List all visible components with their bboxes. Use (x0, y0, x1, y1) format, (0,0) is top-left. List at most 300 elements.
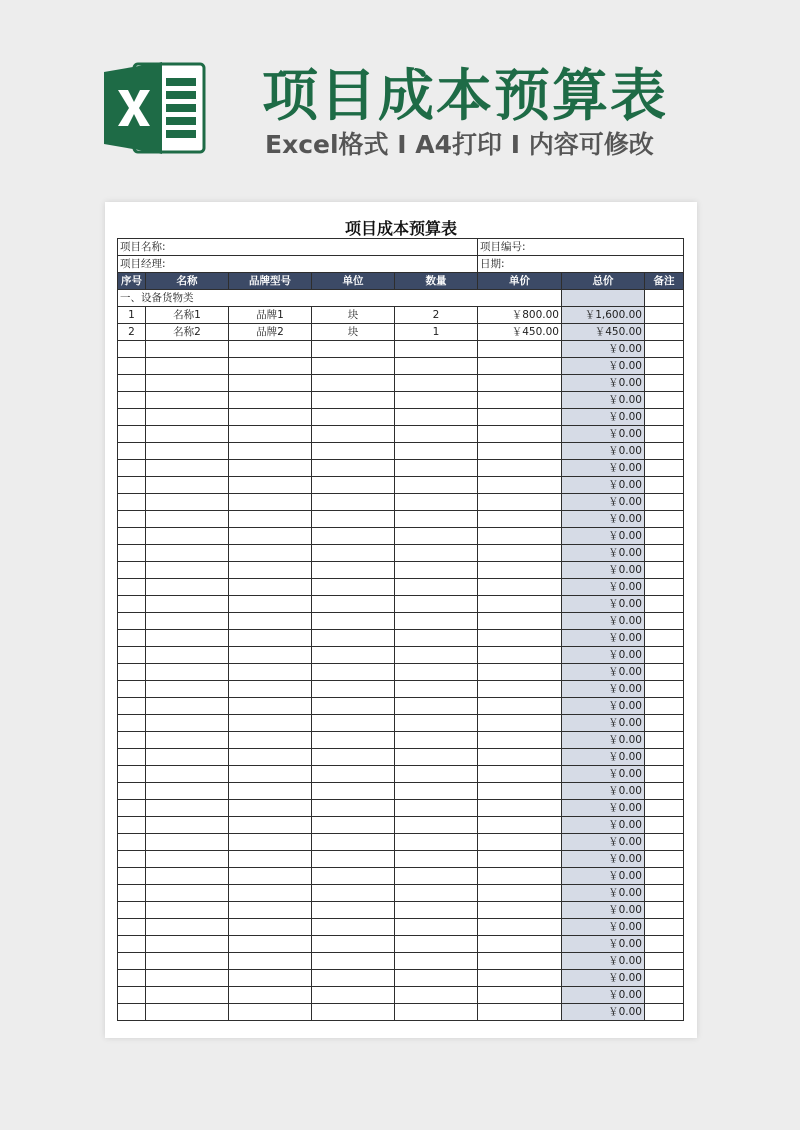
cell-total[interactable]: ￥0.00 (562, 426, 645, 443)
cell-no[interactable] (118, 341, 146, 358)
cell-total[interactable]: ￥0.00 (562, 375, 645, 392)
cell-brand[interactable] (229, 868, 312, 885)
cell-no[interactable]: 1 (118, 307, 146, 324)
cell-total[interactable]: ￥0.00 (562, 647, 645, 664)
cell-brand[interactable] (229, 681, 312, 698)
cell-name[interactable] (146, 664, 229, 681)
project-number-cell[interactable]: 项目编号: (478, 239, 684, 256)
cell-total[interactable]: ￥0.00 (562, 545, 645, 562)
cell-brand[interactable] (229, 698, 312, 715)
cell-name[interactable] (146, 715, 229, 732)
cell-brand[interactable] (229, 409, 312, 426)
cell-no[interactable] (118, 868, 146, 885)
cell-unit[interactable] (312, 970, 395, 987)
cell-brand[interactable]: 品牌1 (229, 307, 312, 324)
cell-name[interactable] (146, 749, 229, 766)
cell-name[interactable] (146, 528, 229, 545)
cell-note[interactable] (645, 902, 684, 919)
cell-no[interactable] (118, 936, 146, 953)
cell-unit[interactable] (312, 766, 395, 783)
cell-brand[interactable] (229, 749, 312, 766)
cell-name[interactable] (146, 698, 229, 715)
cell-name[interactable] (146, 647, 229, 664)
cell-unit[interactable] (312, 919, 395, 936)
cell-name[interactable] (146, 902, 229, 919)
cell-price[interactable] (478, 494, 562, 511)
cell-name[interactable] (146, 885, 229, 902)
cell-no[interactable] (118, 443, 146, 460)
cell-note[interactable] (645, 477, 684, 494)
cell-no[interactable] (118, 647, 146, 664)
cell-unit[interactable] (312, 817, 395, 834)
cell-qty[interactable] (395, 987, 478, 1004)
cell-unit[interactable] (312, 443, 395, 460)
cell-total[interactable]: ￥0.00 (562, 596, 645, 613)
cell-price[interactable] (478, 800, 562, 817)
cell-no[interactable] (118, 987, 146, 1004)
cell-note[interactable] (645, 919, 684, 936)
cell-name[interactable] (146, 596, 229, 613)
cell-unit[interactable] (312, 698, 395, 715)
cell-name[interactable] (146, 460, 229, 477)
cell-price[interactable] (478, 749, 562, 766)
cell-price[interactable] (478, 681, 562, 698)
cell-price[interactable] (478, 851, 562, 868)
cell-no[interactable] (118, 970, 146, 987)
cell-qty[interactable]: 1 (395, 324, 478, 341)
cell-price[interactable] (478, 817, 562, 834)
cell-note[interactable] (645, 766, 684, 783)
cell-qty[interactable] (395, 392, 478, 409)
cell-unit[interactable] (312, 511, 395, 528)
cell-no[interactable] (118, 562, 146, 579)
cell-price[interactable] (478, 409, 562, 426)
cell-name[interactable]: 名称1 (146, 307, 229, 324)
cell-price[interactable] (478, 579, 562, 596)
cell-note[interactable] (645, 936, 684, 953)
cell-qty[interactable] (395, 919, 478, 936)
cell-price[interactable] (478, 698, 562, 715)
cell-qty[interactable] (395, 358, 478, 375)
cell-price[interactable] (478, 1004, 562, 1021)
cell-brand[interactable] (229, 800, 312, 817)
cell-no[interactable] (118, 766, 146, 783)
cell-total[interactable]: ￥0.00 (562, 409, 645, 426)
cell-name[interactable] (146, 851, 229, 868)
cell-price[interactable] (478, 970, 562, 987)
cell-price[interactable] (478, 613, 562, 630)
cell-total[interactable]: ￥0.00 (562, 919, 645, 936)
cell-brand[interactable] (229, 392, 312, 409)
cell-unit[interactable] (312, 902, 395, 919)
cell-unit[interactable] (312, 477, 395, 494)
section-label[interactable]: 一、设备货物类 (118, 290, 562, 307)
cell-name[interactable] (146, 375, 229, 392)
cell-name[interactable] (146, 511, 229, 528)
cell-brand[interactable] (229, 477, 312, 494)
cell-qty[interactable] (395, 511, 478, 528)
cell-no[interactable] (118, 528, 146, 545)
cell-unit[interactable] (312, 834, 395, 851)
cell-price[interactable] (478, 358, 562, 375)
cell-total[interactable]: ￥0.00 (562, 494, 645, 511)
cell-note[interactable] (645, 783, 684, 800)
cell-note[interactable] (645, 970, 684, 987)
cell-price[interactable] (478, 834, 562, 851)
section-note-cell[interactable] (645, 290, 684, 307)
cell-note[interactable] (645, 885, 684, 902)
cell-note[interactable] (645, 596, 684, 613)
cell-note[interactable] (645, 953, 684, 970)
cell-no[interactable] (118, 732, 146, 749)
cell-price[interactable] (478, 596, 562, 613)
cell-no[interactable] (118, 545, 146, 562)
cell-qty[interactable] (395, 375, 478, 392)
cell-total[interactable]: ￥0.00 (562, 851, 645, 868)
cell-total[interactable]: ￥0.00 (562, 579, 645, 596)
cell-brand[interactable] (229, 817, 312, 834)
cell-brand[interactable] (229, 375, 312, 392)
cell-name[interactable] (146, 953, 229, 970)
cell-price[interactable]: ￥800.00 (478, 307, 562, 324)
cell-no[interactable] (118, 409, 146, 426)
cell-brand[interactable]: 品牌2 (229, 324, 312, 341)
cell-no[interactable] (118, 511, 146, 528)
cell-note[interactable] (645, 562, 684, 579)
cell-note[interactable] (645, 426, 684, 443)
cell-total[interactable]: ￥0.00 (562, 834, 645, 851)
cell-price[interactable] (478, 902, 562, 919)
cell-name[interactable] (146, 732, 229, 749)
cell-name[interactable] (146, 868, 229, 885)
cell-total[interactable]: ￥0.00 (562, 715, 645, 732)
cell-total[interactable]: ￥0.00 (562, 477, 645, 494)
cell-unit[interactable] (312, 426, 395, 443)
cell-brand[interactable] (229, 1004, 312, 1021)
cell-brand[interactable] (229, 953, 312, 970)
cell-no[interactable] (118, 664, 146, 681)
cell-qty[interactable] (395, 460, 478, 477)
cell-brand[interactable] (229, 647, 312, 664)
cell-no[interactable] (118, 358, 146, 375)
cell-no[interactable] (118, 851, 146, 868)
cell-qty[interactable] (395, 613, 478, 630)
cell-note[interactable] (645, 324, 684, 341)
cell-name[interactable] (146, 834, 229, 851)
cell-brand[interactable] (229, 545, 312, 562)
cell-no[interactable] (118, 715, 146, 732)
cell-total[interactable]: ￥0.00 (562, 936, 645, 953)
cell-name[interactable] (146, 409, 229, 426)
cell-brand[interactable] (229, 613, 312, 630)
cell-name[interactable] (146, 1004, 229, 1021)
cell-price[interactable] (478, 936, 562, 953)
cell-brand[interactable] (229, 885, 312, 902)
cell-unit[interactable] (312, 868, 395, 885)
cell-brand[interactable] (229, 358, 312, 375)
cell-unit[interactable] (312, 596, 395, 613)
cell-unit[interactable] (312, 783, 395, 800)
cell-price[interactable] (478, 715, 562, 732)
cell-unit[interactable]: 块 (312, 324, 395, 341)
cell-unit[interactable] (312, 885, 395, 902)
cell-total[interactable]: ￥1,600.00 (562, 307, 645, 324)
cell-unit[interactable] (312, 392, 395, 409)
cell-note[interactable] (645, 664, 684, 681)
cell-total[interactable]: ￥0.00 (562, 613, 645, 630)
cell-brand[interactable] (229, 766, 312, 783)
cell-name[interactable] (146, 358, 229, 375)
cell-brand[interactable] (229, 630, 312, 647)
cell-unit[interactable] (312, 358, 395, 375)
cell-price[interactable] (478, 647, 562, 664)
project-manager-cell[interactable]: 项目经理: (118, 256, 478, 273)
cell-name[interactable] (146, 970, 229, 987)
cell-brand[interactable] (229, 664, 312, 681)
cell-note[interactable] (645, 358, 684, 375)
cell-brand[interactable] (229, 851, 312, 868)
section-total-cell[interactable] (562, 290, 645, 307)
cell-name[interactable] (146, 477, 229, 494)
cell-no[interactable] (118, 800, 146, 817)
cell-total[interactable]: ￥0.00 (562, 766, 645, 783)
cell-no[interactable] (118, 902, 146, 919)
cell-qty[interactable] (395, 562, 478, 579)
cell-name[interactable] (146, 494, 229, 511)
cell-no[interactable] (118, 834, 146, 851)
cell-note[interactable] (645, 545, 684, 562)
cell-no[interactable] (118, 919, 146, 936)
cell-brand[interactable] (229, 715, 312, 732)
cell-total[interactable]: ￥0.00 (562, 358, 645, 375)
cell-name[interactable] (146, 630, 229, 647)
cell-unit[interactable] (312, 749, 395, 766)
cell-note[interactable] (645, 460, 684, 477)
cell-name[interactable] (146, 766, 229, 783)
cell-no[interactable] (118, 783, 146, 800)
cell-price[interactable] (478, 545, 562, 562)
cell-note[interactable] (645, 681, 684, 698)
cell-price[interactable] (478, 341, 562, 358)
cell-unit[interactable] (312, 528, 395, 545)
cell-note[interactable] (645, 749, 684, 766)
cell-name[interactable] (146, 613, 229, 630)
cell-qty[interactable]: 2 (395, 307, 478, 324)
cell-no[interactable] (118, 426, 146, 443)
cell-price[interactable] (478, 766, 562, 783)
cell-price[interactable] (478, 868, 562, 885)
cell-note[interactable] (645, 800, 684, 817)
cell-brand[interactable] (229, 987, 312, 1004)
cell-note[interactable] (645, 392, 684, 409)
cell-total[interactable]: ￥0.00 (562, 970, 645, 987)
cell-qty[interactable] (395, 817, 478, 834)
cell-price[interactable] (478, 987, 562, 1004)
cell-brand[interactable] (229, 732, 312, 749)
cell-name[interactable] (146, 800, 229, 817)
cell-brand[interactable] (229, 902, 312, 919)
cell-total[interactable]: ￥0.00 (562, 630, 645, 647)
cell-note[interactable] (645, 834, 684, 851)
cell-note[interactable] (645, 851, 684, 868)
cell-qty[interactable] (395, 834, 478, 851)
cell-no[interactable]: 2 (118, 324, 146, 341)
cell-qty[interactable] (395, 443, 478, 460)
cell-qty[interactable] (395, 579, 478, 596)
cell-brand[interactable] (229, 936, 312, 953)
cell-note[interactable] (645, 494, 684, 511)
cell-total[interactable]: ￥0.00 (562, 902, 645, 919)
cell-total[interactable]: ￥0.00 (562, 749, 645, 766)
cell-unit[interactable] (312, 460, 395, 477)
cell-unit[interactable] (312, 647, 395, 664)
cell-no[interactable] (118, 681, 146, 698)
cell-note[interactable] (645, 528, 684, 545)
cell-no[interactable] (118, 749, 146, 766)
cell-note[interactable] (645, 732, 684, 749)
cell-unit[interactable] (312, 545, 395, 562)
cell-qty[interactable] (395, 800, 478, 817)
cell-no[interactable] (118, 375, 146, 392)
cell-qty[interactable] (395, 647, 478, 664)
cell-note[interactable] (645, 613, 684, 630)
cell-brand[interactable] (229, 562, 312, 579)
cell-total[interactable]: ￥0.00 (562, 392, 645, 409)
project-name-cell[interactable]: 项目名称: (118, 239, 478, 256)
cell-qty[interactable] (395, 970, 478, 987)
cell-name[interactable] (146, 783, 229, 800)
cell-unit[interactable] (312, 936, 395, 953)
cell-qty[interactable] (395, 936, 478, 953)
cell-brand[interactable] (229, 511, 312, 528)
cell-name[interactable] (146, 562, 229, 579)
cell-name[interactable] (146, 987, 229, 1004)
cell-no[interactable] (118, 392, 146, 409)
cell-total[interactable]: ￥0.00 (562, 953, 645, 970)
cell-total[interactable]: ￥0.00 (562, 341, 645, 358)
cell-qty[interactable] (395, 630, 478, 647)
cell-note[interactable] (645, 511, 684, 528)
cell-price[interactable] (478, 630, 562, 647)
cell-price[interactable] (478, 511, 562, 528)
cell-qty[interactable] (395, 953, 478, 970)
cell-price[interactable] (478, 562, 562, 579)
cell-brand[interactable] (229, 783, 312, 800)
cell-name[interactable]: 名称2 (146, 324, 229, 341)
cell-no[interactable] (118, 885, 146, 902)
cell-note[interactable] (645, 443, 684, 460)
cell-brand[interactable] (229, 970, 312, 987)
cell-name[interactable] (146, 817, 229, 834)
cell-name[interactable] (146, 443, 229, 460)
cell-unit[interactable] (312, 1004, 395, 1021)
cell-unit[interactable] (312, 664, 395, 681)
cell-total[interactable]: ￥450.00 (562, 324, 645, 341)
cell-unit[interactable] (312, 953, 395, 970)
cell-price[interactable] (478, 664, 562, 681)
cell-no[interactable] (118, 698, 146, 715)
cell-note[interactable] (645, 987, 684, 1004)
cell-unit[interactable] (312, 715, 395, 732)
cell-name[interactable] (146, 392, 229, 409)
cell-qty[interactable] (395, 545, 478, 562)
cell-qty[interactable] (395, 749, 478, 766)
cell-note[interactable] (645, 698, 684, 715)
cell-name[interactable] (146, 919, 229, 936)
cell-total[interactable]: ￥0.00 (562, 987, 645, 1004)
cell-note[interactable] (645, 868, 684, 885)
cell-qty[interactable] (395, 409, 478, 426)
cell-total[interactable]: ￥0.00 (562, 868, 645, 885)
cell-brand[interactable] (229, 341, 312, 358)
cell-price[interactable] (478, 477, 562, 494)
cell-brand[interactable] (229, 426, 312, 443)
cell-qty[interactable] (395, 851, 478, 868)
cell-total[interactable]: ￥0.00 (562, 562, 645, 579)
cell-no[interactable] (118, 817, 146, 834)
cell-price[interactable] (478, 375, 562, 392)
cell-price[interactable] (478, 460, 562, 477)
cell-qty[interactable] (395, 885, 478, 902)
cell-name[interactable] (146, 936, 229, 953)
cell-qty[interactable] (395, 341, 478, 358)
cell-unit[interactable] (312, 579, 395, 596)
cell-total[interactable]: ￥0.00 (562, 681, 645, 698)
cell-brand[interactable] (229, 494, 312, 511)
cell-brand[interactable] (229, 460, 312, 477)
cell-no[interactable] (118, 613, 146, 630)
cell-note[interactable] (645, 307, 684, 324)
cell-brand[interactable] (229, 579, 312, 596)
cell-price[interactable] (478, 919, 562, 936)
cell-price[interactable] (478, 426, 562, 443)
cell-qty[interactable] (395, 715, 478, 732)
cell-no[interactable] (118, 1004, 146, 1021)
cell-unit[interactable] (312, 851, 395, 868)
cell-note[interactable] (645, 1004, 684, 1021)
cell-brand[interactable] (229, 443, 312, 460)
cell-price[interactable] (478, 783, 562, 800)
cell-qty[interactable] (395, 596, 478, 613)
cell-total[interactable]: ￥0.00 (562, 443, 645, 460)
cell-no[interactable] (118, 596, 146, 613)
cell-qty[interactable] (395, 732, 478, 749)
cell-note[interactable] (645, 341, 684, 358)
cell-price[interactable] (478, 885, 562, 902)
cell-unit[interactable] (312, 494, 395, 511)
cell-brand[interactable] (229, 919, 312, 936)
date-cell[interactable]: 日期: (478, 256, 684, 273)
cell-brand[interactable] (229, 528, 312, 545)
cell-total[interactable]: ￥0.00 (562, 885, 645, 902)
cell-unit[interactable]: 块 (312, 307, 395, 324)
cell-price[interactable] (478, 732, 562, 749)
cell-unit[interactable] (312, 613, 395, 630)
cell-brand[interactable] (229, 596, 312, 613)
cell-qty[interactable] (395, 698, 478, 715)
cell-note[interactable] (645, 647, 684, 664)
cell-note[interactable] (645, 817, 684, 834)
cell-name[interactable] (146, 341, 229, 358)
cell-total[interactable]: ￥0.00 (562, 800, 645, 817)
cell-name[interactable] (146, 681, 229, 698)
cell-total[interactable]: ￥0.00 (562, 460, 645, 477)
cell-qty[interactable] (395, 1004, 478, 1021)
cell-qty[interactable] (395, 664, 478, 681)
cell-total[interactable]: ￥0.00 (562, 1004, 645, 1021)
cell-unit[interactable] (312, 630, 395, 647)
cell-qty[interactable] (395, 681, 478, 698)
